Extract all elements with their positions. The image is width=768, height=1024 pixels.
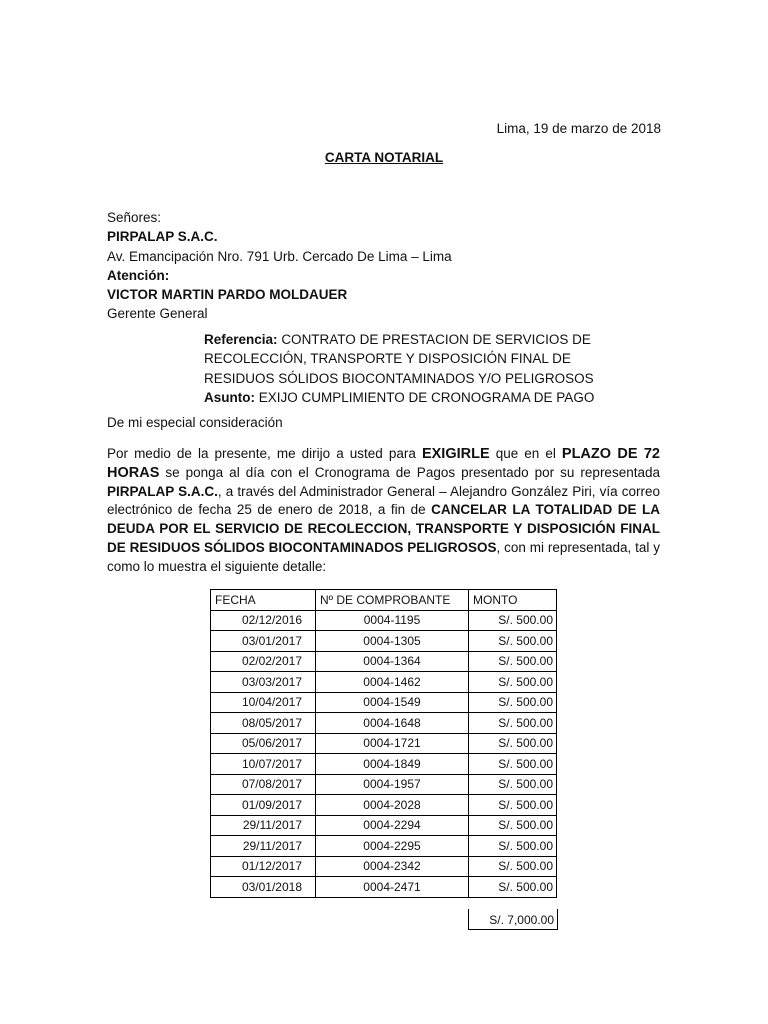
row-comprobante: 0004-1305 [316,631,469,652]
body-bold-1: EXIGIRLE [421,446,490,462]
table-row [211,672,557,693]
row-comprobante: 0004-1849 [316,754,469,775]
row-monto: S/. 500.00 [469,815,557,836]
total-amount-cell [468,909,558,930]
row-fecha: 03/01/2017 [211,631,316,652]
reference-label: Referencia: [204,332,278,347]
body-bold-3: PIRPALAP S.A.C. [107,483,218,499]
greeting: De mi especial consideración [107,415,283,430]
header-fecha: FECHA [211,590,316,611]
row-monto: S/. 500.00 [469,836,557,857]
table-row [211,856,557,877]
recipient-address: Av. Emancipación Nro. 791 Urb. Cercado De Lima – Lima [107,248,452,264]
body-text-1: Por medio de la presente, me dirijo a usted para [107,446,422,461]
header-monto: MONTO [469,590,557,611]
row-fecha: 10/07/2017 [211,754,316,775]
body-bold-2: PLAZO DE 72 HORAS [107,446,660,481]
row-monto: S/. 500.00 [469,733,557,754]
row-comprobante: 0004-2295 [316,836,469,857]
row-fecha: 29/11/2017 [211,836,316,857]
reference-text: CONTRATO DE PRESTACION DE SERVICIOS DE RECOLECCIÓN, TRANSPORTE Y DISPOSICIÓN FINAL DE RESIDUOS SÓLIDOS BIOCONTAMINADOS Y/O PELIGROSOS [204,332,594,386]
row-monto: S/. 500.00 [469,774,557,795]
row-monto: S/. 500.00 [469,672,557,693]
row-fecha: 05/06/2017 [211,733,316,754]
row-comprobante: 0004-1462 [316,672,469,693]
recipient-person: VICTOR MARTIN PARDO MOLDAUER [107,287,348,303]
row-fecha: 01/09/2017 [211,795,316,816]
row-comprobante: 0004-1364 [316,651,469,672]
row-comprobante: 0004-2294 [316,815,469,836]
row-comprobante: 0004-2471 [316,877,469,898]
table-row [211,713,557,734]
body-text-2: que en el [489,446,562,461]
table-row [211,754,557,775]
table-row [211,774,557,795]
body-text-4: , a través del Administrador General – Alejandro González Piri, vía correo electrónico de fecha 25 de enero de 2018, a fin de [107,483,660,518]
row-monto: S/. 500.00 [469,754,557,775]
letter-date: Lima, 19 de marzo de 2018 [496,121,661,136]
recipient-block [107,208,452,324]
table-row [211,733,557,754]
body-bold-4: CANCELAR LA TOTALIDAD DE LA DEUDA POR EL SERVICIO DE RECOLECCION, TRANSPORTE Y DISPOSICIÓN FINAL DE RESIDUOS SÓLIDOS BIOCONTAMINADOS PELIGROSOS [107,502,660,555]
table-header-row [211,590,557,611]
attention-label: Atención: [107,267,170,283]
row-fecha: 02/02/2017 [211,651,316,672]
body-paragraph [107,445,660,577]
body-text-5: , con mi representada, tal y como lo muestra el siguiente detalle: [107,539,660,574]
recipient-company: PIRPALAP S.A.C. [107,229,218,245]
row-comprobante: 0004-2342 [316,856,469,877]
row-comprobante: 0004-1648 [316,713,469,734]
row-fecha: 10/04/2017 [211,692,316,713]
reference-block [204,330,644,407]
row-fecha: 02/12/2016 [211,610,316,631]
recipient-role: Gerente General [107,306,208,322]
row-fecha: 08/05/2017 [211,713,316,734]
row-monto: S/. 500.00 [469,856,557,877]
row-monto: S/. 500.00 [469,713,557,734]
table-row [211,836,557,857]
table-row [211,651,557,672]
total-amount: S/. 7,000.00 [489,913,554,927]
table-row [211,610,557,631]
row-comprobante: 0004-1195 [316,610,469,631]
table-row [211,815,557,836]
table-row [211,692,557,713]
subject-text: EXIJO CUMPLIMIENTO DE CRONOGRAMA DE PAGO [258,389,595,405]
row-monto: S/. 500.00 [469,610,557,631]
row-comprobante: 0004-1549 [316,692,469,713]
row-comprobante: 0004-1721 [316,733,469,754]
payment-detail-table [210,589,557,898]
table-row [211,877,557,898]
body-text-3: se ponga al día con el Cronograma de Pagos presentado por su representada [159,464,660,480]
row-comprobante: 0004-1957 [316,774,469,795]
row-fecha: 03/01/2018 [211,877,316,898]
row-monto: S/. 500.00 [469,795,557,816]
table-row [211,631,557,652]
row-monto: S/. 500.00 [469,631,557,652]
subject-label: Asunto: [204,389,255,405]
row-fecha: 29/11/2017 [211,815,316,836]
salutation: Señores: [107,210,162,225]
header-comprobante: Nº DE COMPROBANTE [316,590,469,611]
table-row [211,795,557,816]
row-monto: S/. 500.00 [469,692,557,713]
row-fecha: 01/12/2017 [211,856,316,877]
row-comprobante: 0004-2028 [316,795,469,816]
row-monto: S/. 500.00 [469,651,557,672]
row-fecha: 07/08/2017 [211,774,316,795]
row-fecha: 03/03/2017 [211,672,316,693]
letter-title: CARTA NOTARIAL [324,150,444,165]
row-monto: S/. 500.00 [469,877,557,898]
